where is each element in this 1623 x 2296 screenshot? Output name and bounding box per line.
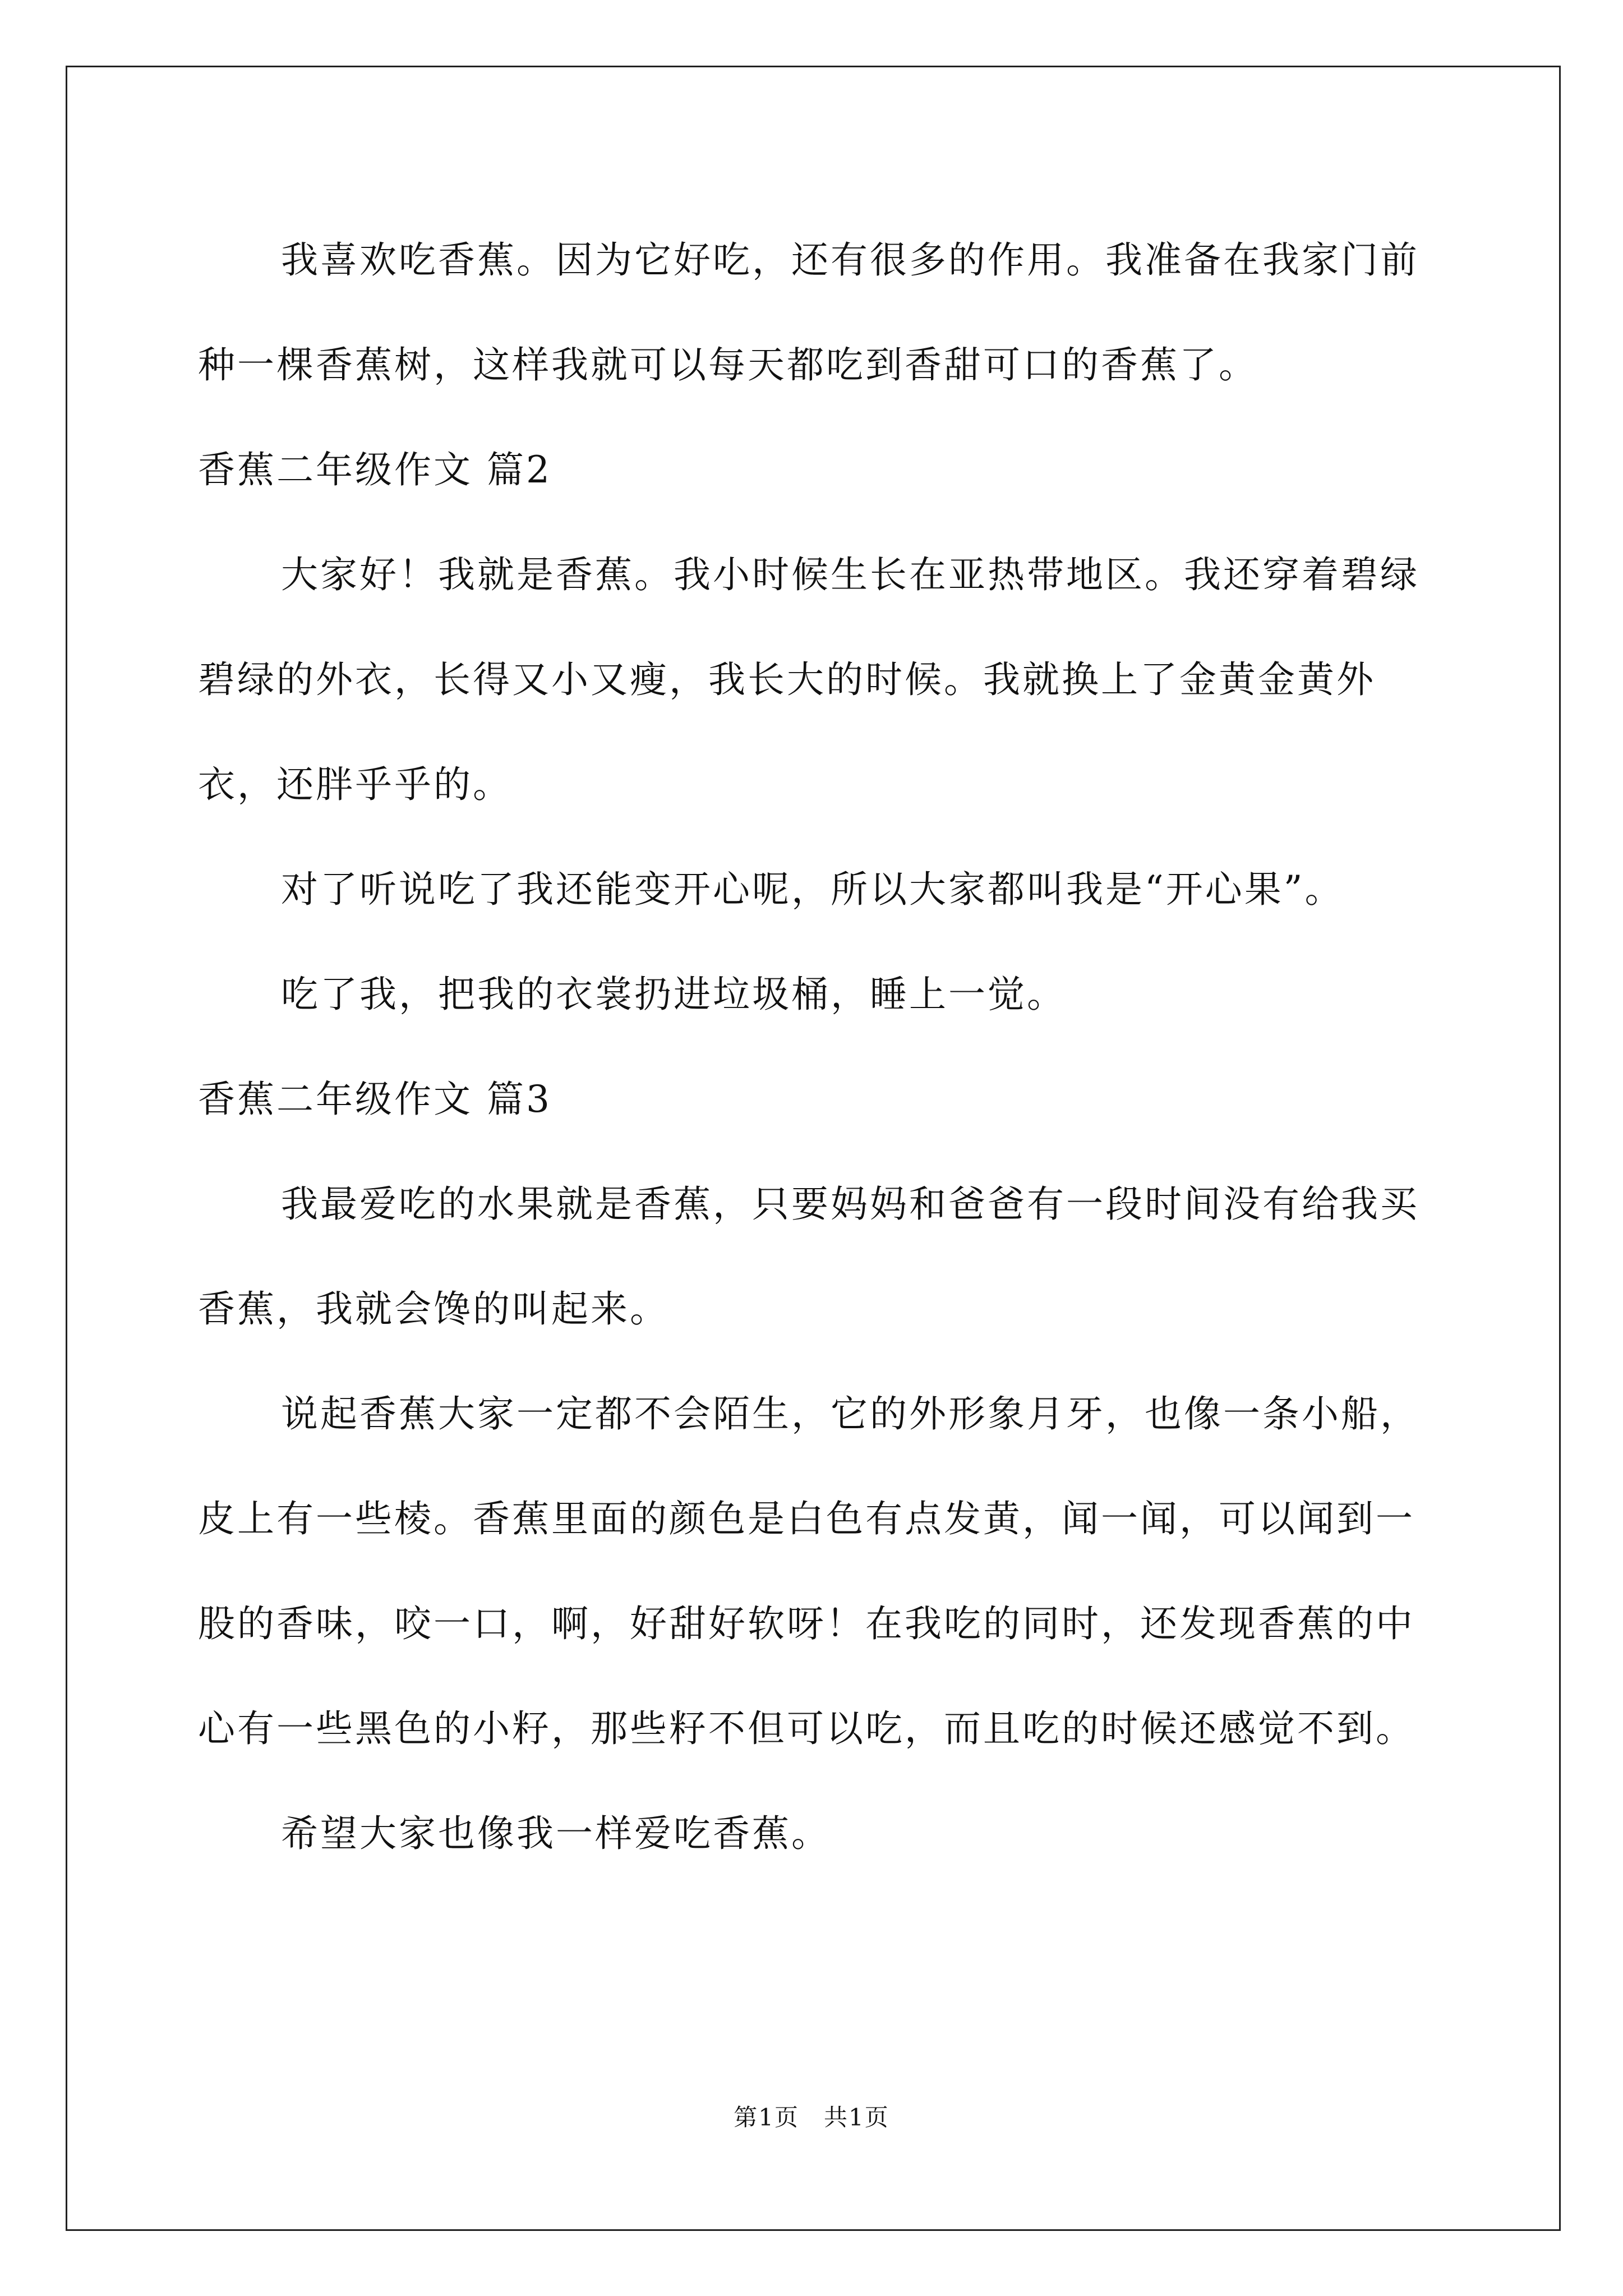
paragraph-1: 我喜欢吃香蕉。因为它好吃，还有很多的作用。我准备在我家门前种一棵香蕉树，这样我就可以每天都吃到香甜可口的香蕉了。 xyxy=(198,238,1419,386)
page-footer: 第1页 共1页 xyxy=(734,2104,889,2131)
paragraph-7: 希望大家也像我一样爱吃香蕉。 xyxy=(281,1812,831,1855)
section-heading-2: 香蕉二年级作文 篇2 xyxy=(198,448,552,491)
paragraph-2: 大家好！我就是香蕉。我小时候生长在亚热带地区。我还穿着碧绿碧绿的外衣，长得又小又瘦，我长大的时候。我就换上了金黄金黄外衣，还胖乎乎的。 xyxy=(198,553,1419,806)
paragraph-3: 对了听说吃了我还能变开心呢，所以大家都叫我是“开心果”。 xyxy=(281,868,1344,911)
paragraph-5: 我最爱吃的水果就是香蕉，只要妈妈和爸爸有一段时间没有给我买香蕉，我就会馋的叫起来。 xyxy=(198,1182,1419,1331)
section-heading-3: 香蕉二年级作文 篇3 xyxy=(198,1078,552,1121)
paragraph-4: 吃了我，把我的衣裳扔进垃圾桶，睡上一觉。 xyxy=(281,973,1066,1016)
paragraph-6: 说起香蕉大家一定都不会陌生，它的外形象月牙，也像一条小船，皮上有一些棱。香蕉里面的颜色是白色有点发黄，闻一闻，可以闻到一股的香味，咬一口，啊，好甜好软呀！在我吃的同时，还发现香蕉的中心有一些黑色的小籽，那些籽不但可以吃，而且吃的时候还感觉不到。 xyxy=(198,1392,1419,1750)
document-body xyxy=(198,208,1432,1886)
